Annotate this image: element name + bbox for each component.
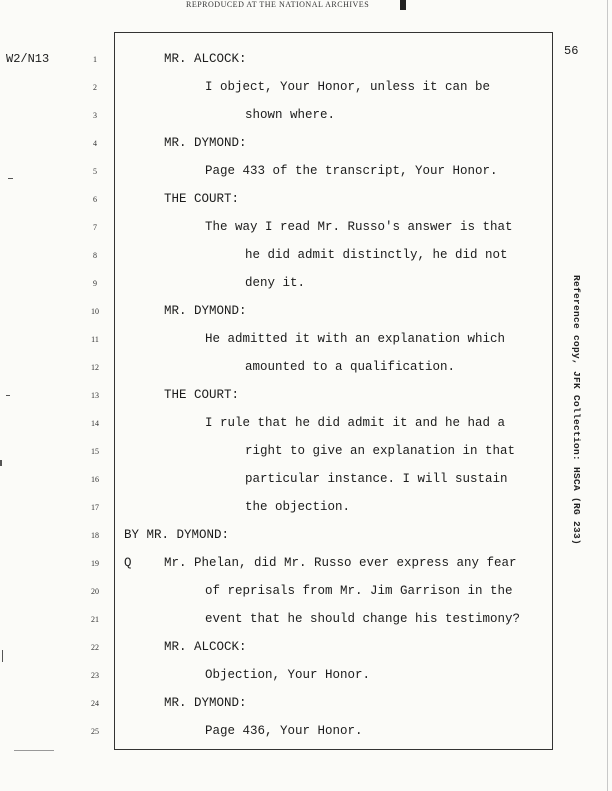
scan-edge (607, 0, 608, 791)
transcript-line: Mr. Phelan, did Mr. Russo ever express any fear (164, 556, 517, 570)
batch-id: W2/N13 (6, 52, 50, 66)
speaker-label: MR. DYMOND: (164, 136, 247, 150)
transcript-line: event that he should change his testimony? (205, 612, 521, 626)
line-number: 18 (91, 531, 99, 540)
line-number: 15 (91, 447, 99, 456)
transcript-line: right to give an explanation in that (245, 444, 516, 458)
line-number: 7 (93, 223, 97, 232)
transcript-line: particular instance. I will sustain (245, 472, 508, 486)
line-number: 2 (93, 83, 97, 92)
line-number: 9 (93, 279, 97, 288)
line-number: 21 (91, 615, 99, 624)
transcript-line: He admitted it with an explanation which (205, 332, 506, 346)
archives-stamp: REPRODUCED AT THE NATIONAL ARCHIVES (186, 0, 370, 9)
line-number: 22 (91, 643, 99, 652)
line-number: 4 (93, 139, 97, 148)
line-number: 1 (93, 55, 97, 64)
reference-copy-note: Reference copy, JFK Collection: HSCA (RG 233) (571, 275, 582, 546)
speaker-label: THE COURT: (164, 388, 240, 402)
speaker-label: THE COURT: (164, 192, 240, 206)
line-number: 14 (91, 419, 99, 428)
scan-speck (6, 395, 10, 396)
stamp-mark (400, 0, 406, 10)
line-number: 24 (91, 699, 99, 708)
line-number: 17 (91, 503, 99, 512)
transcript-line: Page 436, Your Honor. (205, 724, 363, 738)
transcript-line: Objection, Your Honor. (205, 668, 371, 682)
line-number: 23 (91, 671, 99, 680)
transcript-line: he did admit distinctly, he did not (245, 248, 508, 262)
line-number: 6 (93, 195, 97, 204)
transcript-line: Page 433 of the transcript, Your Honor. (205, 164, 498, 178)
transcript-line: of reprisals from Mr. Jim Garrison in the (205, 584, 513, 598)
scan-speck (8, 178, 13, 179)
transcript-line: shown where. (245, 108, 336, 122)
line-number: 11 (91, 335, 99, 344)
transcript-line: I object, Your Honor, unless it can be (205, 80, 491, 94)
line-number: 19 (91, 559, 99, 568)
transcript-line: amounted to a qualification. (245, 360, 456, 374)
scan-speck (0, 460, 2, 466)
transcript-line: the objection. (245, 500, 351, 514)
line-number: 13 (91, 391, 99, 400)
line-number: 12 (91, 363, 99, 372)
line-number: 16 (91, 475, 99, 484)
line-number: 8 (93, 251, 97, 260)
transcript-line: deny it. (245, 276, 306, 290)
page-number: 56 (564, 44, 579, 58)
line-number: 3 (93, 111, 97, 120)
line-number: 20 (91, 587, 99, 596)
line-number: 5 (93, 167, 97, 176)
question-marker: Q (124, 556, 132, 570)
scan-speck (2, 650, 3, 662)
transcript-line: I rule that he did admit it and he had a (205, 416, 506, 430)
speaker-label: MR. DYMOND: (164, 304, 247, 318)
speaker-label: MR. ALCOCK: (164, 52, 247, 66)
transcript-line: The way I read Mr. Russo's answer is that (205, 220, 513, 234)
scan-speck (14, 750, 54, 751)
line-number: 10 (91, 307, 99, 316)
speaker-label: MR. DYMOND: (164, 696, 247, 710)
examination-heading: BY MR. DYMOND: (124, 528, 230, 542)
line-number: 25 (91, 727, 99, 736)
speaker-label: MR. ALCOCK: (164, 640, 247, 654)
